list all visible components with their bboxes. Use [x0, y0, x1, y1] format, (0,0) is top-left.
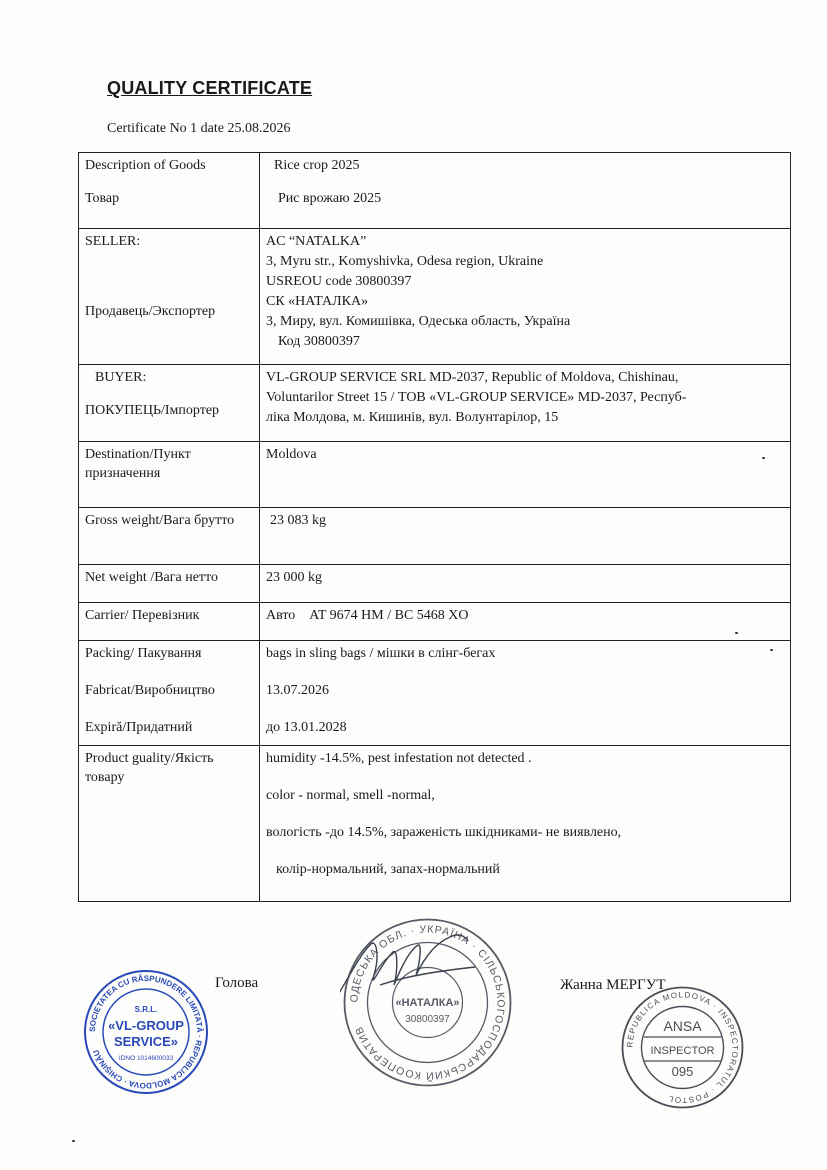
natalka-stamp-code: 30800397 — [405, 1014, 450, 1025]
net-weight-value: 23 000 kg — [260, 565, 791, 603]
destination-row — [79, 442, 791, 508]
seller-line: AC “NATALKA” — [266, 234, 367, 249]
gross-weight-label: Gross weight/Вага брутто — [79, 508, 260, 565]
seller-label-en: SELLER: — [85, 234, 141, 249]
carrier-value: Авто AT 9674 HM / BC 5468 XO — [260, 603, 791, 641]
seller-row — [79, 229, 791, 365]
expira-value: до 13.01.2028 — [266, 720, 347, 735]
quality-row — [79, 746, 791, 902]
ansa-inspector-stamp — [620, 985, 745, 1110]
buyer-label-cell — [79, 365, 260, 442]
net-weight-label: Net weight /Вага нетто — [79, 565, 260, 603]
goods-label-cell — [79, 153, 260, 229]
expira-label: Expiră/Придатний — [85, 720, 193, 735]
vl-stamp-center2: SERVICE» — [113, 1034, 179, 1049]
ansa-stamp-ring-text: REPUBLICA MOLDOVA · INSPECTORATUL · POSTOL — [625, 990, 740, 1105]
vl-stamp-bottom: IDNO 1014600033 — [118, 1055, 174, 1062]
natalka-stamp — [340, 915, 515, 1090]
carrier-label: Carrier/ Перевізник — [79, 603, 260, 641]
seller-line: 3, Myru str., Komyshivka, Odesa region, Ukraine — [266, 254, 544, 269]
head-label: Голова — [215, 975, 259, 991]
goods-row — [79, 153, 791, 229]
scan-speck — [770, 649, 773, 651]
seller-line: 3, Миру, вул. Комишівка, Одеська область, Україна — [266, 314, 571, 329]
buyer-value-cell — [260, 365, 791, 442]
certificate-table — [78, 152, 791, 902]
buyer-line: VL-GROUP SERVICE SRL MD-2037, Republic of Moldova, Chishinau, — [266, 370, 679, 385]
certificate-number-line: Certificate No 1 date 25.08.2026 — [107, 121, 291, 136]
vl-stamp-center1: «VL-GROUP — [108, 1018, 184, 1033]
goods-value-en: Rice crop 2025 — [274, 158, 360, 173]
packing-value-cell — [260, 641, 791, 746]
scan-speck — [72, 1140, 75, 1142]
packing-label-cell — [79, 641, 260, 746]
destination-value: Moldova — [260, 442, 791, 508]
buyer-label-en: BUYER: — [95, 370, 147, 385]
document-title: QUALITY CERTIFICATE — [107, 78, 313, 98]
quality-line: колір-нормальний, запах-нормальний — [276, 862, 500, 877]
seller-line: СК «НАТАЛКА» — [266, 294, 369, 309]
quality-line: вологість -до 14.5%, зараженість шкідниками- не виявлено, — [266, 825, 622, 840]
ansa-stamp-middle: INSPECTOR — [650, 1045, 715, 1057]
seller-value-cell — [260, 229, 791, 365]
packing-value: bags in sling bags / мішки в слінг-бегах — [266, 646, 496, 661]
goods-value-cell — [260, 153, 791, 229]
fabricat-value: 13.07.2026 — [266, 683, 329, 698]
scan-speck — [735, 632, 738, 634]
natalka-stamp-ring-text: ОДЕСЬКА ОБЛ. · УКРАЇНА · СІЛЬСЬКОГОСПОДАРСЬКИЙ КООПЕРАТИВ — [348, 923, 507, 1082]
seller-label-ua: Продавець/Экспортер — [85, 304, 216, 319]
signatory-name: Жанна МЕРГУТ — [560, 977, 666, 993]
vl-stamp-top: S.R.L. — [134, 1005, 158, 1014]
buyer-line: ліка Молдова, м. Кишинів, вул. Волунтарілор, 15 — [266, 410, 559, 425]
packing-row — [79, 641, 791, 746]
scan-speck — [762, 457, 765, 459]
buyer-line: Voluntarilor Street 15 / ТОВ «VL-GROUP SERVICE» MD-2037, Респуб- — [266, 390, 687, 405]
carrier-row — [79, 603, 791, 641]
seller-line: Код 30800397 — [278, 334, 360, 349]
packing-label: Packing/ Пакування — [85, 646, 202, 661]
ansa-stamp-top: ANSA — [663, 1018, 702, 1034]
net-weight-row — [79, 565, 791, 603]
gross-weight-row — [79, 508, 791, 565]
buyer-row — [79, 365, 791, 442]
goods-label-en: Description of Goods — [85, 158, 206, 173]
quality-line: color - normal, smell -normal, — [266, 788, 435, 803]
quality-value-cell — [260, 746, 791, 902]
quality-label: Product guality/Якість товару — [79, 746, 260, 902]
quality-line: humidity -14.5%, pest infestation not detected . — [266, 751, 532, 766]
fabricat-label: Fabricat/Виробництво — [85, 683, 215, 698]
goods-label-ua: Товар — [85, 191, 120, 206]
seller-line: USREOU code 30800397 — [266, 274, 412, 289]
buyer-label-ua: ПОКУПЕЦЬ/Імпортер — [85, 403, 220, 418]
ansa-stamp-bottom: 095 — [671, 1064, 694, 1079]
natalka-stamp-center: «НАТАЛКА» — [395, 997, 460, 1009]
destination-label: Destination/Пункт призначення — [79, 442, 260, 508]
vl-group-stamp — [82, 968, 210, 1096]
gross-weight-value: 23 083 kg — [260, 508, 791, 565]
seller-label-cell — [79, 229, 260, 365]
goods-value-ua: Рис врожаю 2025 — [278, 191, 382, 206]
vl-stamp-ring-text: SOCIETATEA CU RĂSPUNDERE LIMITATĂ · REPUBLICA MOLDOVA · CHIȘINĂU — [87, 973, 205, 1091]
